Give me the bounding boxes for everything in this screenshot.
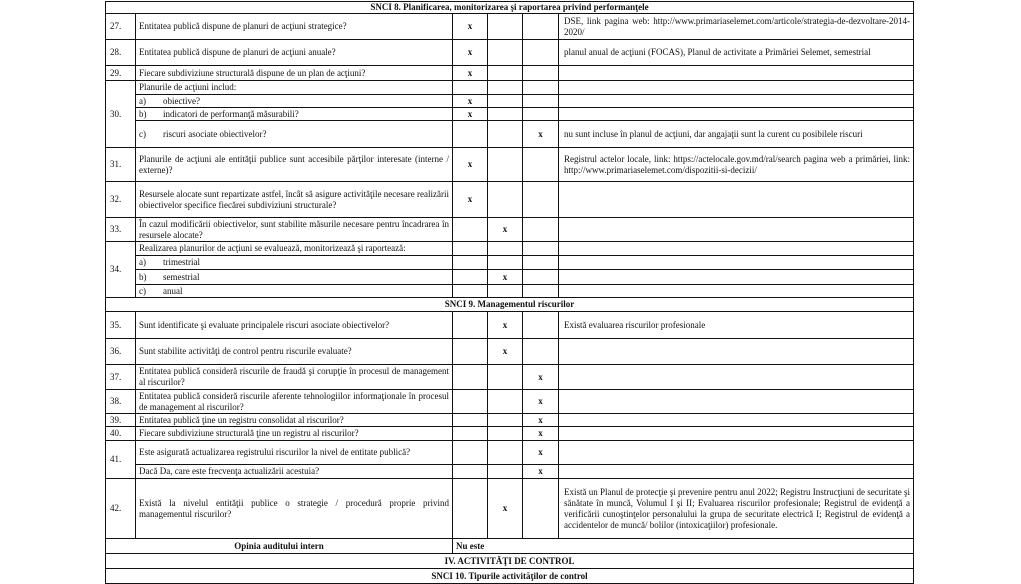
- section-header-row: [106, 2, 914, 14]
- answer-mark-cell: [453, 270, 488, 285]
- table-row: [106, 414, 914, 427]
- item-number: 28.: [106, 40, 136, 66]
- section-title: IV. ACTIVITĂŢI DE CONTROL: [106, 554, 914, 569]
- item-number: 27.: [106, 14, 136, 40]
- section-header-row: [106, 298, 914, 312]
- answer-mark-cell: x: [523, 390, 559, 414]
- answer-mark-cell: x: [453, 148, 488, 182]
- answer-mark-cell: x: [488, 270, 523, 285]
- answer-mark-cell: [523, 40, 559, 66]
- answer-mark-cell: [453, 285, 488, 298]
- answer-mark-cell: [453, 390, 488, 414]
- question-cell: [136, 108, 453, 121]
- comment-cell: [559, 285, 914, 298]
- table-row: [106, 465, 914, 479]
- question-cell: [136, 427, 453, 441]
- question-text: Există la nivelul entităţii publice o strategie / procedură proprie privind managementul riscurilor?: [139, 497, 449, 519]
- comment-cell: [559, 242, 914, 256]
- opinion-label: Opinia auditului intern: [106, 539, 453, 554]
- question-cell: [136, 414, 453, 427]
- answer-mark-cell: [523, 14, 559, 40]
- sub-item-label: a): [139, 257, 146, 267]
- question-cell: [136, 270, 453, 285]
- question-text: Este asigurată actualizarea registrului riscurilor la nivel de entitate publică?: [139, 447, 411, 457]
- table-row: [106, 242, 914, 256]
- question-text: Planurile de acţiuni ale entităţii publice sunt accesibile părţilor interesate (interne / externe)?: [139, 153, 449, 175]
- question-text: Entitatea publică dispune de planuri de acţiuni strategice?: [139, 21, 347, 31]
- answer-mark-cell: [488, 40, 523, 66]
- item-number: 33.: [106, 218, 136, 242]
- answer-mark-cell: [523, 81, 559, 95]
- answer-mark-cell: x: [523, 441, 559, 465]
- answer-mark-cell: [453, 242, 488, 256]
- question-text: riscuri asociate obiectivelor?: [163, 128, 267, 139]
- table-row: [106, 81, 914, 95]
- answer-mark-cell: [523, 339, 559, 365]
- answer-mark-cell: [488, 14, 523, 40]
- question-cell: [136, 339, 453, 365]
- section-header-row: [106, 569, 914, 584]
- answer-mark-cell: x: [453, 182, 488, 218]
- question-text: trimestrial: [163, 257, 200, 267]
- table-row: [106, 66, 914, 81]
- item-number: 31.: [106, 148, 136, 182]
- question-cell: [136, 95, 453, 108]
- comment-cell: [559, 256, 914, 270]
- question-cell: [136, 218, 453, 242]
- comment-cell: [559, 108, 914, 121]
- question-cell: [136, 465, 453, 479]
- answer-mark-cell: [523, 95, 559, 108]
- answer-mark-cell: [488, 108, 523, 121]
- answer-mark-cell: [488, 148, 523, 182]
- section-title: SNCI 8. Planificarea, monitorizarea şi raportarea privind performanţele: [106, 2, 914, 14]
- item-number: 38.: [106, 390, 136, 414]
- question-text: Resursele alocate sunt repartizate astfel, încât să asigure activităţile necesare realizării obiectivelor specifice fiecărei subdiviziuni structurale?: [139, 188, 449, 210]
- answer-mark-cell: x: [453, 14, 488, 40]
- answer-mark-cell: [488, 365, 523, 390]
- answer-mark-cell: [488, 121, 523, 148]
- question-text: Planurile de acţiuni includ:: [139, 82, 237, 92]
- answer-mark-cell: x: [523, 414, 559, 427]
- answer-mark-cell: [453, 365, 488, 390]
- answer-mark-cell: x: [523, 427, 559, 441]
- comment-cell: [559, 339, 914, 365]
- question-cell: [136, 479, 453, 539]
- comment-cell: [559, 66, 914, 81]
- question-text: anual: [163, 285, 183, 296]
- question-text: Sunt identificate şi evaluate principalele riscuri asociate obiectivelor?: [139, 319, 390, 330]
- sub-item-label: c): [139, 128, 146, 139]
- question-text: În cazul modificării obiectivelor, sunt stabilite măsurile necesare pentru încadrarea în resursele alocate?: [139, 218, 449, 240]
- item-number: 40.: [106, 427, 136, 441]
- question-cell: [136, 441, 453, 465]
- answer-mark-cell: [488, 242, 523, 256]
- table-row: [106, 14, 914, 40]
- comment-cell: [559, 465, 914, 479]
- answer-mark-cell: x: [523, 121, 559, 148]
- question-cell: [136, 121, 453, 148]
- section-header-row: [106, 554, 914, 569]
- answer-mark-cell: [453, 414, 488, 427]
- item-number: 34.: [106, 242, 136, 298]
- answer-mark-cell: [488, 182, 523, 218]
- item-number: 37.: [106, 365, 136, 390]
- comment-cell: [559, 270, 914, 285]
- question-text: Realizarea planurilor de acţiuni se evaluează, monitorizează şi raportează:: [139, 243, 406, 253]
- table-row: [106, 218, 914, 242]
- answer-mark-cell: [453, 479, 488, 539]
- comment-cell: [559, 427, 914, 441]
- question-text: Sunt stabilite activităţi de control pentru riscurile evaluate?: [139, 346, 352, 356]
- answer-mark-cell: [453, 339, 488, 365]
- answer-mark-cell: [453, 312, 488, 339]
- table-row: [106, 427, 914, 441]
- answer-mark-cell: [523, 182, 559, 218]
- comment-cell: [559, 81, 914, 95]
- question-cell: [136, 81, 453, 95]
- section-title: SNCI 9. Managementul riscurilor: [106, 298, 914, 312]
- comment-cell: nu sunt incluse în planul de acţiuni, dar angajaţii sunt la curent cu posibilele riscuri: [559, 121, 914, 148]
- answer-mark-cell: [523, 108, 559, 121]
- item-number: 42.: [106, 479, 136, 539]
- question-text: Fiecare subdiviziune structurală dispune de un plan de acţiuni?: [139, 67, 366, 78]
- question-text: Dacă Da, care este frecvenţa actualizării acestuia?: [139, 466, 320, 476]
- answer-mark-cell: [453, 465, 488, 479]
- comment-cell: Registrul actelor locale, link: https://actelocale.gov.md/ral/search pagina web a primăriei, link: http://www.primariaselemet.com/dispozitii-si-decizii/: [559, 148, 914, 182]
- item-number: 39.: [106, 414, 136, 427]
- answer-mark-cell: x: [453, 95, 488, 108]
- answer-mark-cell: [523, 479, 559, 539]
- question-cell: [136, 365, 453, 390]
- table-row: [106, 479, 914, 539]
- answer-mark-cell: x: [488, 218, 523, 242]
- table-row: [106, 285, 914, 298]
- comment-cell: [559, 95, 914, 108]
- answer-mark-cell: [488, 285, 523, 298]
- table-row: [106, 441, 914, 465]
- question-cell: [136, 256, 453, 270]
- answer-mark-cell: [488, 66, 523, 81]
- question-text: Entitatea publică ţine un registru consolidat al riscurilor?: [139, 414, 344, 425]
- answer-mark-cell: [523, 256, 559, 270]
- question-cell: [136, 390, 453, 414]
- answer-mark-cell: [523, 66, 559, 81]
- answer-mark-cell: [488, 441, 523, 465]
- comment-cell: DSE, link pagina web: http://www.primariaselemet.com/articole/strategia-de-dezvoltare-2014-2020/: [559, 14, 914, 40]
- answer-mark-cell: [453, 441, 488, 465]
- question-text: Fiecare subdiviziune structurală ţine un registru al riscurilor?: [139, 428, 359, 438]
- question-cell: [136, 40, 453, 66]
- table-row: [106, 95, 914, 108]
- comment-cell: [559, 365, 914, 390]
- comment-cell: Există un Planul de protecţie şi prevenire pentru anul 2022; Registru Instrucţiuni de securitate şi sănătate în muncă, Volumul I şi II; Evaluarea riscurilor profesionale; Registrul de evidenţă a verificării cunoştinţelor personalului la grupa de securitate electrică I; Registrul de evidenţă a accidentelor de muncă/ bolilor (intoxicaţiilor) profesionale.: [559, 479, 914, 539]
- table-row: [106, 256, 914, 270]
- comment-cell: planul anual de acţiuni (FOCAS), Planul de activitate a Primăriei Selemet, semestrial: [559, 40, 914, 66]
- answer-mark-cell: [523, 270, 559, 285]
- answer-mark-cell: x: [453, 108, 488, 121]
- answer-mark-cell: [453, 121, 488, 148]
- question-cell: [136, 14, 453, 40]
- question-cell: [136, 182, 453, 218]
- comment-cell: Există evaluarea riscurilor profesionale: [559, 312, 914, 339]
- item-number: 32.: [106, 182, 136, 218]
- answer-mark-cell: x: [453, 40, 488, 66]
- answer-mark-cell: x: [488, 339, 523, 365]
- sub-item-label: c): [139, 285, 146, 296]
- answer-mark-cell: x: [453, 66, 488, 81]
- table-row: [106, 339, 914, 365]
- answer-mark-cell: [523, 285, 559, 298]
- answer-mark-cell: x: [488, 312, 523, 339]
- question-cell: [136, 242, 453, 256]
- table-row: [106, 390, 914, 414]
- answer-mark-cell: [488, 256, 523, 270]
- table-row: [106, 365, 914, 390]
- answer-mark-cell: [453, 218, 488, 242]
- table-row: [106, 270, 914, 285]
- answer-mark-cell: [488, 414, 523, 427]
- answer-mark-cell: x: [488, 479, 523, 539]
- answer-mark-cell: [488, 390, 523, 414]
- table-row: [106, 108, 914, 121]
- answer-mark-cell: [523, 148, 559, 182]
- table-row: [106, 40, 914, 66]
- comment-cell: [559, 390, 914, 414]
- question-text: Entitatea publică consideră riscurile aferente tehnologiilor informaţionale în procesul de management al riscurilor?: [139, 390, 449, 412]
- sub-item-label: b): [139, 271, 147, 282]
- item-number: 29.: [106, 66, 136, 81]
- item-number: 35.: [106, 312, 136, 339]
- question-text: Entitatea publică consideră riscurile de fraudă şi corupţie în procesul de management al riscurilor?: [139, 366, 449, 387]
- sub-item-label: b): [139, 108, 147, 119]
- answer-mark-cell: [453, 81, 488, 95]
- answer-mark-cell: [488, 81, 523, 95]
- comment-cell: [559, 182, 914, 218]
- questionnaire-table: [105, 1, 914, 584]
- table-row: [106, 312, 914, 339]
- table-row: [106, 148, 914, 182]
- answer-mark-cell: x: [523, 365, 559, 390]
- answer-mark-cell: [488, 427, 523, 441]
- table-row: [106, 121, 914, 148]
- question-text: indicatori de performanţă măsurabili?: [163, 108, 299, 119]
- answer-mark-cell: [523, 312, 559, 339]
- section-title: SNCI 10. Tipurile activităţilor de control: [106, 569, 914, 584]
- answer-mark-cell: [523, 218, 559, 242]
- answer-mark-cell: [453, 427, 488, 441]
- opinion-row: [106, 539, 914, 554]
- table-row: [106, 182, 914, 218]
- question-cell: [136, 148, 453, 182]
- answer-mark-cell: [453, 256, 488, 270]
- question-text: semestrial: [163, 271, 200, 282]
- question-cell: [136, 312, 453, 339]
- question-cell: [136, 66, 453, 81]
- question-text: obiective?: [163, 95, 200, 106]
- item-number: 30.: [106, 81, 136, 148]
- answer-mark-cell: [488, 95, 523, 108]
- opinion-value: Nu este: [453, 539, 914, 554]
- question-cell: [136, 285, 453, 298]
- item-number: 41.: [106, 441, 136, 479]
- answer-mark-cell: [523, 242, 559, 256]
- comment-cell: [559, 414, 914, 427]
- answer-mark-cell: x: [523, 465, 559, 479]
- sub-item-label: a): [139, 95, 146, 106]
- answer-mark-cell: [488, 465, 523, 479]
- question-text: Entitatea publică dispune de planuri de acţiuni anuale?: [139, 47, 336, 57]
- comment-cell: [559, 441, 914, 465]
- item-number: 36.: [106, 339, 136, 365]
- comment-cell: [559, 218, 914, 242]
